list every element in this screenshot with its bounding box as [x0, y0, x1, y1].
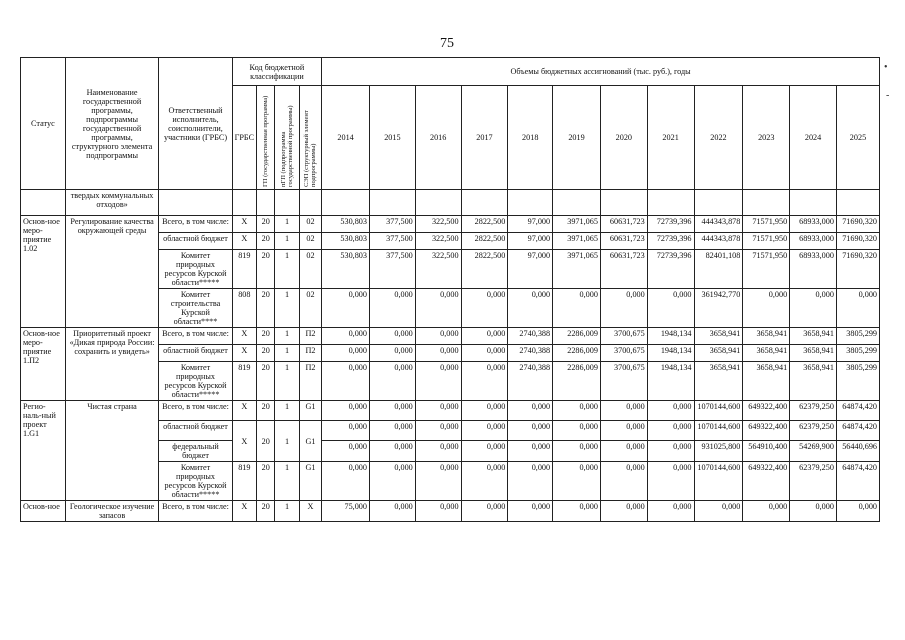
- value-cell: 0,000: [322, 328, 370, 345]
- value-cell: 0,000: [322, 362, 370, 401]
- value-cell: 3971,065: [553, 216, 601, 233]
- value-cell: 0,000: [415, 328, 461, 345]
- executor-cell: Всего, в том числе:: [159, 216, 232, 233]
- sep-cell: 02: [299, 233, 321, 250]
- value-cell: 0,000: [461, 401, 508, 421]
- value-cell: 0,000: [415, 345, 461, 362]
- value-cell: 649322,400: [743, 421, 790, 441]
- value-cell: 530,803: [322, 216, 370, 233]
- value-cell: 322,500: [415, 250, 461, 289]
- header-year: 2014: [322, 86, 370, 190]
- table-row: [21, 401, 880, 421]
- sep-cell: 02: [299, 250, 321, 289]
- value-cell: 0,000: [600, 401, 647, 421]
- value-cell: 0,000: [415, 501, 461, 522]
- sep-cell: П2: [299, 345, 321, 362]
- grbs-cell: Х: [232, 328, 256, 345]
- header-name: Наименование государственной программы, подпрограммы государственной программы, структурного элемента подпрограммы: [65, 58, 159, 190]
- header-grbs: ГРБС: [232, 86, 256, 190]
- value-cell: 0,000: [647, 421, 694, 441]
- value-cell: 0,000: [790, 501, 837, 522]
- value-cell: 2286,009: [553, 345, 601, 362]
- value-cell: 530,803: [322, 250, 370, 289]
- value-cell: 0,000: [553, 401, 601, 421]
- value-cell: 3971,065: [553, 233, 601, 250]
- header-year: 2016: [415, 86, 461, 190]
- grbs-cell: 819: [232, 462, 256, 501]
- value-cell: 97,000: [508, 216, 553, 233]
- header-code-group: Код бюджетной классификации: [232, 58, 322, 86]
- table-body: [21, 190, 880, 522]
- value-cell: 0,000: [322, 345, 370, 362]
- value-cell: 64874,420: [836, 462, 879, 501]
- value-cell: 0,000: [461, 328, 508, 345]
- empty-cell: [257, 190, 275, 216]
- value-cell: 0,000: [836, 289, 879, 328]
- header-pgp-text: пГП (подпрограмма государственной программы): [280, 105, 295, 187]
- value-cell: 0,000: [415, 462, 461, 501]
- pgp-cell: 1: [275, 289, 299, 328]
- header-executor: Ответственный исполнитель, соисполнители, участники (ГРБС): [159, 58, 232, 190]
- value-cell: 3700,675: [600, 362, 647, 401]
- grbs-cell: 808: [232, 289, 256, 328]
- value-cell: 54269,900: [790, 441, 837, 462]
- value-cell: 0,000: [647, 501, 694, 522]
- sep-cell: 02: [299, 289, 321, 328]
- value-cell: 71690,320: [836, 250, 879, 289]
- value-cell: 1070144,600: [694, 462, 743, 501]
- margin-mark: -: [886, 90, 890, 101]
- gp-cell: 20: [257, 289, 275, 328]
- value-cell: 0,000: [553, 462, 601, 501]
- executor-cell: областной бюджет: [159, 233, 232, 250]
- value-cell: 649322,400: [743, 462, 790, 501]
- value-cell: 3658,941: [743, 328, 790, 345]
- value-cell: 68933,000: [790, 233, 837, 250]
- empty-cell: [694, 190, 743, 216]
- value-cell: 3658,941: [694, 345, 743, 362]
- empty-cell: [790, 190, 837, 216]
- value-cell: 0,000: [461, 421, 508, 441]
- empty-cell: [553, 190, 601, 216]
- value-cell: 0,000: [508, 289, 553, 328]
- value-cell: 0,000: [369, 345, 415, 362]
- value-cell: 0,000: [461, 345, 508, 362]
- value-cell: 0,000: [415, 362, 461, 401]
- pgp-cell: 1: [275, 233, 299, 250]
- executor-cell: Комитет природных ресурсов Курской области*****: [159, 362, 232, 401]
- value-cell: 322,500: [415, 233, 461, 250]
- pgp-cell: 1: [275, 250, 299, 289]
- value-cell: 0,000: [600, 289, 647, 328]
- header-year: 2015: [369, 86, 415, 190]
- value-cell: 3658,941: [743, 345, 790, 362]
- empty-cell: [415, 190, 461, 216]
- value-cell: 0,000: [508, 441, 553, 462]
- pgp-cell: 1: [275, 401, 299, 421]
- header-sep-text: СЭП (структурный элемент подпрограммы): [303, 109, 318, 187]
- value-cell: 71571,950: [743, 233, 790, 250]
- value-cell: 71690,320: [836, 233, 879, 250]
- value-cell: 0,000: [508, 462, 553, 501]
- margin-mark: •: [884, 62, 888, 73]
- value-cell: 2822,500: [461, 216, 508, 233]
- value-cell: 71571,950: [743, 216, 790, 233]
- value-cell: 444343,878: [694, 216, 743, 233]
- header-sep: [299, 86, 321, 190]
- value-cell: 0,000: [600, 501, 647, 522]
- sep-cell: G1: [299, 401, 321, 421]
- value-cell: 72739,396: [647, 233, 694, 250]
- value-cell: 0,000: [461, 289, 508, 328]
- value-cell: 2822,500: [461, 250, 508, 289]
- empty-cell: [159, 190, 232, 216]
- executor-cell: Комитет строительства Курской области****: [159, 289, 232, 328]
- value-cell: 322,500: [415, 216, 461, 233]
- value-cell: 0,000: [415, 441, 461, 462]
- value-cell: 361942,770: [694, 289, 743, 328]
- value-cell: 1948,134: [647, 328, 694, 345]
- value-cell: 64874,420: [836, 401, 879, 421]
- value-cell: 1948,134: [647, 362, 694, 401]
- gp-cell: 20: [257, 328, 275, 345]
- empty-cell: [461, 190, 508, 216]
- value-cell: 2740,388: [508, 345, 553, 362]
- header-gp: [257, 86, 275, 190]
- value-cell: 0,000: [647, 462, 694, 501]
- value-cell: 3658,941: [790, 328, 837, 345]
- value-cell: 0,000: [415, 421, 461, 441]
- name-cell: Чистая страна: [65, 401, 159, 501]
- value-cell: 0,000: [553, 501, 601, 522]
- grbs-cell: Х: [232, 421, 256, 462]
- empty-cell: [369, 190, 415, 216]
- value-cell: 0,000: [461, 362, 508, 401]
- value-cell: 3658,941: [694, 362, 743, 401]
- value-cell: 0,000: [508, 501, 553, 522]
- value-cell: 0,000: [694, 501, 743, 522]
- table-row: [21, 501, 880, 522]
- value-cell: 0,000: [600, 421, 647, 441]
- value-cell: 0,000: [369, 421, 415, 441]
- value-cell: 82401,108: [694, 250, 743, 289]
- grbs-cell: Х: [232, 345, 256, 362]
- name-cell: Приоритетный проект «Дикая природа России: сохранить и увидеть»: [65, 328, 159, 401]
- value-cell: 0,000: [369, 462, 415, 501]
- gp-cell: 20: [257, 362, 275, 401]
- sep-cell: Х: [299, 501, 321, 522]
- table-header: [21, 58, 880, 190]
- header-year: 2020: [600, 86, 647, 190]
- value-cell: 0,000: [461, 501, 508, 522]
- value-cell: 0,000: [369, 501, 415, 522]
- header-year: 2019: [553, 86, 601, 190]
- value-cell: 0,000: [322, 421, 370, 441]
- grbs-cell: 819: [232, 362, 256, 401]
- value-cell: 1948,134: [647, 345, 694, 362]
- header-year: 2023: [743, 86, 790, 190]
- gp-cell: 20: [257, 401, 275, 421]
- pgp-cell: 1: [275, 345, 299, 362]
- value-cell: 649322,400: [743, 401, 790, 421]
- sep-cell: П2: [299, 328, 321, 345]
- table-row: [21, 216, 880, 233]
- empty-cell: [743, 190, 790, 216]
- value-cell: 0,000: [553, 441, 601, 462]
- header-year: 2018: [508, 86, 553, 190]
- value-cell: 0,000: [322, 289, 370, 328]
- header-status: Статус: [21, 58, 66, 190]
- value-cell: 3700,675: [600, 328, 647, 345]
- gp-cell: 20: [257, 216, 275, 233]
- value-cell: 0,000: [508, 421, 553, 441]
- value-cell: 0,000: [743, 289, 790, 328]
- value-cell: 0,000: [369, 289, 415, 328]
- executor-cell: Всего, в том числе:: [159, 401, 232, 421]
- value-cell: 0,000: [553, 289, 601, 328]
- sep-cell: П2: [299, 362, 321, 401]
- empty-cell: [836, 190, 879, 216]
- value-cell: 0,000: [369, 328, 415, 345]
- header-pgp: [275, 86, 299, 190]
- pgp-cell: 1: [275, 216, 299, 233]
- gp-cell: 20: [257, 501, 275, 522]
- empty-cell: [275, 190, 299, 216]
- executor-cell: федеральный бюджет: [159, 441, 232, 462]
- grbs-cell: Х: [232, 216, 256, 233]
- page-number: 75: [440, 36, 454, 51]
- header-year: 2017: [461, 86, 508, 190]
- gp-cell: 20: [257, 462, 275, 501]
- value-cell: 0,000: [790, 289, 837, 328]
- value-cell: 0,000: [647, 441, 694, 462]
- value-cell: 1070144,600: [694, 401, 743, 421]
- executor-cell: областной бюджет: [159, 345, 232, 362]
- pgp-cell: 1: [275, 421, 299, 462]
- empty-cell: [647, 190, 694, 216]
- value-cell: 2286,009: [553, 362, 601, 401]
- value-cell: 3700,675: [600, 345, 647, 362]
- value-cell: 0,000: [836, 501, 879, 522]
- value-cell: 2740,388: [508, 362, 553, 401]
- empty-cell: [600, 190, 647, 216]
- value-cell: 60631,723: [600, 216, 647, 233]
- value-cell: 0,000: [369, 401, 415, 421]
- value-cell: 0,000: [322, 401, 370, 421]
- value-cell: 444343,878: [694, 233, 743, 250]
- value-cell: 3805,299: [836, 328, 879, 345]
- value-cell: 0,000: [600, 462, 647, 501]
- value-cell: 0,000: [415, 401, 461, 421]
- executor-cell: Комитет природных ресурсов Курской области*****: [159, 250, 232, 289]
- value-cell: 3805,299: [836, 345, 879, 362]
- header-year: 2021: [647, 86, 694, 190]
- value-cell: 0,000: [553, 421, 601, 441]
- value-cell: 0,000: [647, 289, 694, 328]
- table-row-continuation: [21, 190, 880, 216]
- status-cell: Регио-наль-ный проект 1.G1: [21, 401, 66, 501]
- empty-cell: [232, 190, 256, 216]
- value-cell: 0,000: [600, 441, 647, 462]
- empty-cell: [508, 190, 553, 216]
- value-cell: 60631,723: [600, 233, 647, 250]
- value-cell: 72739,396: [647, 216, 694, 233]
- budget-table: [20, 57, 880, 522]
- value-cell: 2822,500: [461, 233, 508, 250]
- value-cell: 0,000: [369, 362, 415, 401]
- value-cell: 56440,696: [836, 441, 879, 462]
- value-cell: 62379,250: [790, 421, 837, 441]
- status-cell: [21, 190, 66, 216]
- value-cell: 0,000: [322, 441, 370, 462]
- value-cell: 2286,009: [553, 328, 601, 345]
- value-cell: 0,000: [508, 401, 553, 421]
- value-cell: 0,000: [743, 501, 790, 522]
- pgp-cell: 1: [275, 362, 299, 401]
- status-cell: Основ-ное меро-приятие 1.П2: [21, 328, 66, 401]
- value-cell: 68933,000: [790, 216, 837, 233]
- value-cell: 60631,723: [600, 250, 647, 289]
- value-cell: 530,803: [322, 233, 370, 250]
- name-cell: твердых коммунальных отходов»: [65, 190, 159, 216]
- value-cell: 3805,299: [836, 362, 879, 401]
- value-cell: 71571,950: [743, 250, 790, 289]
- value-cell: 0,000: [647, 401, 694, 421]
- header-volumes-group: Объемы бюджетных ассигнований (тыс. руб.), годы: [322, 58, 880, 86]
- value-cell: 377,500: [369, 233, 415, 250]
- executor-cell: Всего, в том числе:: [159, 328, 232, 345]
- value-cell: 0,000: [461, 462, 508, 501]
- executor-cell: Всего, в том числе:: [159, 501, 232, 522]
- value-cell: 0,000: [415, 289, 461, 328]
- sep-cell: G1: [299, 462, 321, 501]
- value-cell: 377,500: [369, 250, 415, 289]
- value-cell: 931025,800: [694, 441, 743, 462]
- value-cell: 3658,941: [743, 362, 790, 401]
- value-cell: 0,000: [461, 441, 508, 462]
- grbs-cell: Х: [232, 233, 256, 250]
- value-cell: 75,000: [322, 501, 370, 522]
- pgp-cell: 1: [275, 328, 299, 345]
- empty-cell: [299, 190, 321, 216]
- status-cell: Основ-ное: [21, 501, 66, 522]
- value-cell: 64874,420: [836, 421, 879, 441]
- name-cell: Регулирование качества окружающей среды: [65, 216, 159, 328]
- value-cell: 68933,000: [790, 250, 837, 289]
- gp-cell: 20: [257, 233, 275, 250]
- header-gp-text: ГП (государственная программа): [262, 95, 270, 187]
- value-cell: 3658,941: [790, 345, 837, 362]
- value-cell: 97,000: [508, 233, 553, 250]
- value-cell: 0,000: [322, 462, 370, 501]
- value-cell: 0,000: [369, 441, 415, 462]
- name-cell: Геологическое изучение запасов: [65, 501, 159, 522]
- status-cell: Основ-ное меро-приятие 1.02: [21, 216, 66, 328]
- gp-cell: 20: [257, 345, 275, 362]
- value-cell: 3658,941: [790, 362, 837, 401]
- value-cell: 377,500: [369, 216, 415, 233]
- pgp-cell: 1: [275, 501, 299, 522]
- value-cell: 62379,250: [790, 462, 837, 501]
- value-cell: 71690,320: [836, 216, 879, 233]
- header-year: 2022: [694, 86, 743, 190]
- sep-cell: 02: [299, 216, 321, 233]
- value-cell: 97,000: [508, 250, 553, 289]
- value-cell: 72739,396: [647, 250, 694, 289]
- header-year: 2025: [836, 86, 879, 190]
- pgp-cell: 1: [275, 462, 299, 501]
- value-cell: 3658,941: [694, 328, 743, 345]
- gp-cell: 20: [257, 421, 275, 462]
- value-cell: 62379,250: [790, 401, 837, 421]
- value-cell: 3971,065: [553, 250, 601, 289]
- value-cell: 564910,400: [743, 441, 790, 462]
- header-year: 2024: [790, 86, 837, 190]
- grbs-cell: Х: [232, 501, 256, 522]
- gp-cell: 20: [257, 250, 275, 289]
- value-cell: 1070144,600: [694, 421, 743, 441]
- table-row: [21, 328, 880, 345]
- grbs-cell: Х: [232, 401, 256, 421]
- empty-cell: [322, 190, 370, 216]
- value-cell: 2740,388: [508, 328, 553, 345]
- executor-cell: Комитет природных ресурсов Курской области*****: [159, 462, 232, 501]
- grbs-cell: 819: [232, 250, 256, 289]
- sep-cell: G1: [299, 421, 321, 462]
- executor-cell: областной бюджет: [159, 421, 232, 441]
